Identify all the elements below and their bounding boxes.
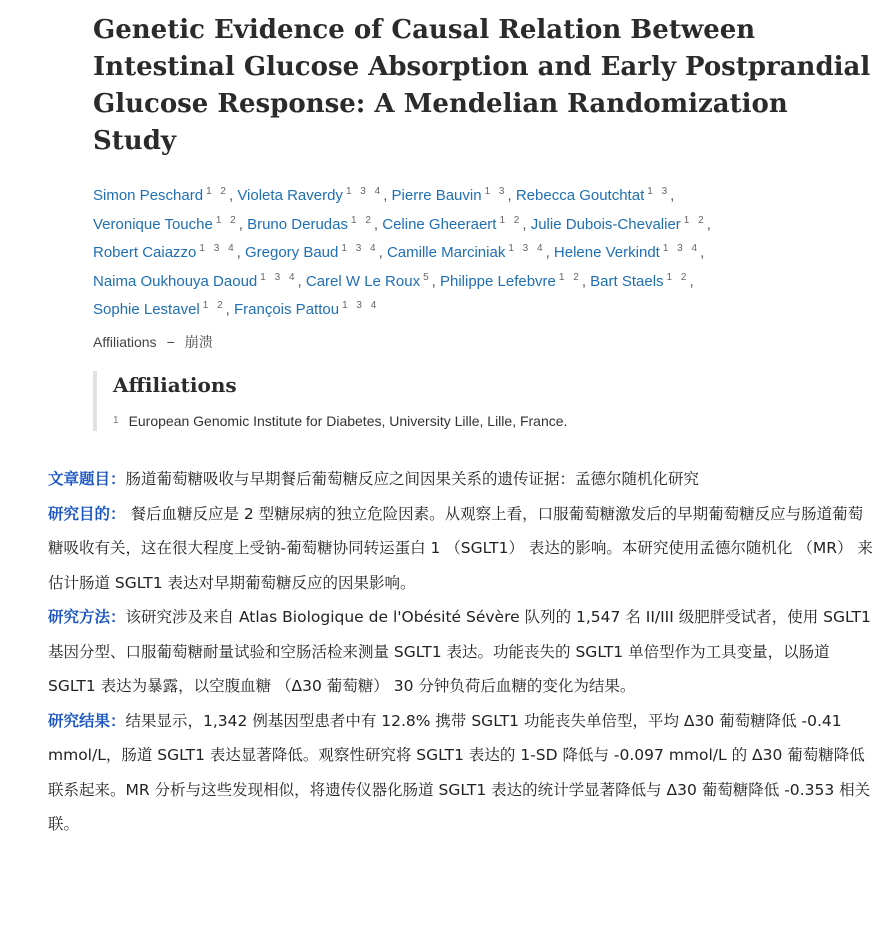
author-affiliation-refs[interactable]: 1 3 4 — [342, 300, 380, 311]
summary-label: 研究结果： — [48, 711, 126, 730]
summary-text: 结果显示，1,342 例基因型患者中有 12.8% 携带 SGLT1 功能丧失单倍型，平均 Δ30 葡萄糖降低 -0.41 mmol/L，肠道 SGLT1 表达显著降低。观察性研究将 SGLT1 表达的 1-SD 降低与 -0.097 mmol/L 的 Δ30 葡萄糖降低联系起来。MR 分析与这些发现相似，将遗传仪器化肠道 SGLT1 表达的统计学显著降低与 Δ30 葡萄糖降低 -0.353 相关联。 — [48, 711, 871, 833]
author-item — [93, 301, 226, 318]
author-link[interactable]: Simon Peschard — [93, 187, 204, 204]
chinese-summary — [48, 462, 876, 842]
author-affiliation-refs[interactable]: 1 3 4 — [260, 271, 298, 283]
author-item — [306, 273, 432, 290]
author-item — [245, 244, 379, 261]
author-link[interactable]: Helene Verkindt — [553, 244, 660, 261]
author-link[interactable]: Robert Caiazzo — [93, 244, 197, 261]
author-affiliation-refs[interactable]: 1 2 — [202, 300, 226, 311]
author-link[interactable]: Celine Gheeraert — [382, 215, 497, 233]
affiliations-toggle-label: Affiliations — [93, 333, 157, 350]
summary-title-paragraph — [48, 462, 876, 497]
author-item — [93, 187, 229, 204]
author-affiliation-refs[interactable]: 1 2 — [666, 271, 690, 283]
author-item — [247, 216, 374, 233]
author-item — [387, 244, 546, 261]
author-item — [237, 187, 383, 204]
author-link[interactable]: Pierre Bauvin — [391, 187, 482, 204]
author-link[interactable]: Camille Marciniak — [386, 244, 506, 261]
author-item — [93, 273, 298, 290]
author-affiliation-refs[interactable]: 1 3 — [647, 186, 671, 197]
author-link[interactable]: Philippe Lefebvre — [439, 272, 556, 290]
author-link[interactable]: Violeta Raverdy — [237, 187, 343, 204]
author-affiliation-refs[interactable]: 1 2 — [206, 186, 229, 197]
summary-text: 该研究涉及来自 Atlas Biologique de l'Obésité Sévère 队列的 1,547 名 II/III 级肥胖受试者，使用 SGLT1 基因分型、口服葡萄糖耐量试验和空肠活检来测量 SGLT1 表达。功能丧失的 SGLT1 单倍型作为工具变量，以肠道 SGLT1 表达为暴露，以空腹血糖 （Δ30 葡萄糖） 30 分钟负荷后血糖的变化为结果。 — [48, 608, 871, 695]
collapse-dash-icon: − — [166, 333, 175, 350]
author-item — [440, 273, 582, 290]
author-affiliation-refs[interactable]: 1 3 4 — [508, 243, 546, 254]
author-list: Simon Peschard $^{1 2}$, Violeta Raverdy $^{1 3 4}$, Pierre Bauvin $^{1 3}$, Rebecca Goutchtat $^{1 3}$, Veronique Touche $^{1 2}$, Bruno Derudas $^{1 2}$, Celine Gheeraert $^{1 2}$, Julie Dubois-Chevalier $^{1 2}$, Robert Caiazzo $^{1 3 4}$, Gregory Baud $^{1 3 4}$, Camille Marciniak $^{1 3 4}$, Helene Verkindt $^{1 3 4}$, Naima Oukhouya Daoud $^{1 3 4}$, Carel W Le Roux $^5$, Philippe Lefebvre $^{1 2}$, Bart Staels $^{1 2}$, Sophie Lestavel $^{1 2}$, François Pattou $^{1 3 4}$ — [93, 186, 711, 318]
summary-objective-paragraph — [48, 497, 876, 601]
author-link[interactable]: Rebecca Goutchtat — [515, 187, 645, 204]
affiliations-panel — [93, 371, 873, 431]
author-affiliation-refs[interactable]: 1 2 — [215, 214, 239, 226]
affiliation-number: 1 — [113, 414, 119, 426]
author-affiliation-refs[interactable]: 1 2 — [558, 271, 582, 283]
author-affiliation-refs[interactable]: 1 3 4 — [199, 243, 237, 254]
author-item — [392, 187, 508, 204]
summary-results-paragraph — [48, 704, 876, 842]
affiliations-toggle[interactable] — [93, 332, 873, 352]
summary-label: 研究方法： — [48, 608, 126, 626]
summary-text: 肠道葡萄糖吸收与早期餐后葡萄糖反应之间因果关系的遗传证据：孟德尔随机化研究 — [125, 470, 700, 488]
author-affiliation-refs[interactable]: 1 3 4 — [345, 186, 384, 197]
author-link[interactable]: Naima Oukhouya Daoud — [93, 272, 258, 290]
affiliations-heading: Affiliations — [113, 372, 237, 397]
author-link[interactable]: Veronique Touche — [93, 215, 213, 233]
affiliation-item — [113, 413, 873, 429]
author-affiliation-refs[interactable]: 1 2 — [350, 214, 374, 226]
author-link[interactable]: Bruno Derudas — [247, 215, 348, 233]
author-affiliation-refs[interactable]: 1 3 — [484, 186, 508, 197]
author-link[interactable]: Sophie Lestavel — [93, 301, 200, 318]
author-item — [93, 244, 237, 261]
article-title: Genetic Evidence of Causal Relation Between Intestinal Glucose Absorption and Early Postprandial Glucose Response: A Mendelian Randomization Study — [93, 15, 871, 156]
author-item — [234, 301, 379, 318]
author-item — [531, 216, 707, 233]
author-affiliation-refs[interactable]: 5 — [423, 271, 432, 283]
collapse-label: 崩溃 — [184, 333, 213, 350]
author-affiliation-refs[interactable]: 1 2 — [499, 214, 523, 226]
author-link[interactable]: Carel W Le Roux — [305, 272, 421, 290]
author-affiliation-refs[interactable]: 1 3 4 — [662, 243, 701, 254]
summary-text: 餐后血糖反应是 2 型糖尿病的独立危险因素。从观察上看，口服葡萄糖激发后的早期葡萄糖反应与肠道葡萄糖吸收有关，这在很大程度上受钠-葡萄糖协同转运蛋白 1 （SGLT1） 表达的影响。本研究使用孟德尔随机化 （MR） 来估计肠道 SGLT1 表达对早期葡萄糖反应的因果影响。 — [48, 504, 873, 592]
author-link[interactable]: François Pattou — [234, 301, 340, 318]
affiliation-text: European Genomic Institute for Diabetes, University Lille, Lille, France. — [128, 412, 568, 429]
author-item — [382, 216, 522, 233]
author-affiliation-refs[interactable]: 1 2 — [683, 214, 707, 226]
author-affiliation-refs[interactable]: 1 3 4 — [341, 243, 379, 254]
author-item — [590, 273, 689, 290]
summary-label: 研究目的： — [48, 504, 126, 523]
author-link[interactable]: Julie Dubois-Chevalier — [530, 215, 681, 233]
author-link[interactable]: Bart Staels — [590, 272, 664, 290]
author-item — [93, 216, 239, 233]
summary-label: 文章题目： — [48, 470, 126, 488]
article-header — [93, 12, 873, 431]
author-item — [554, 244, 700, 261]
summary-methods-paragraph — [48, 600, 876, 704]
author-item — [516, 187, 670, 204]
author-link[interactable]: Gregory Baud — [244, 244, 339, 261]
